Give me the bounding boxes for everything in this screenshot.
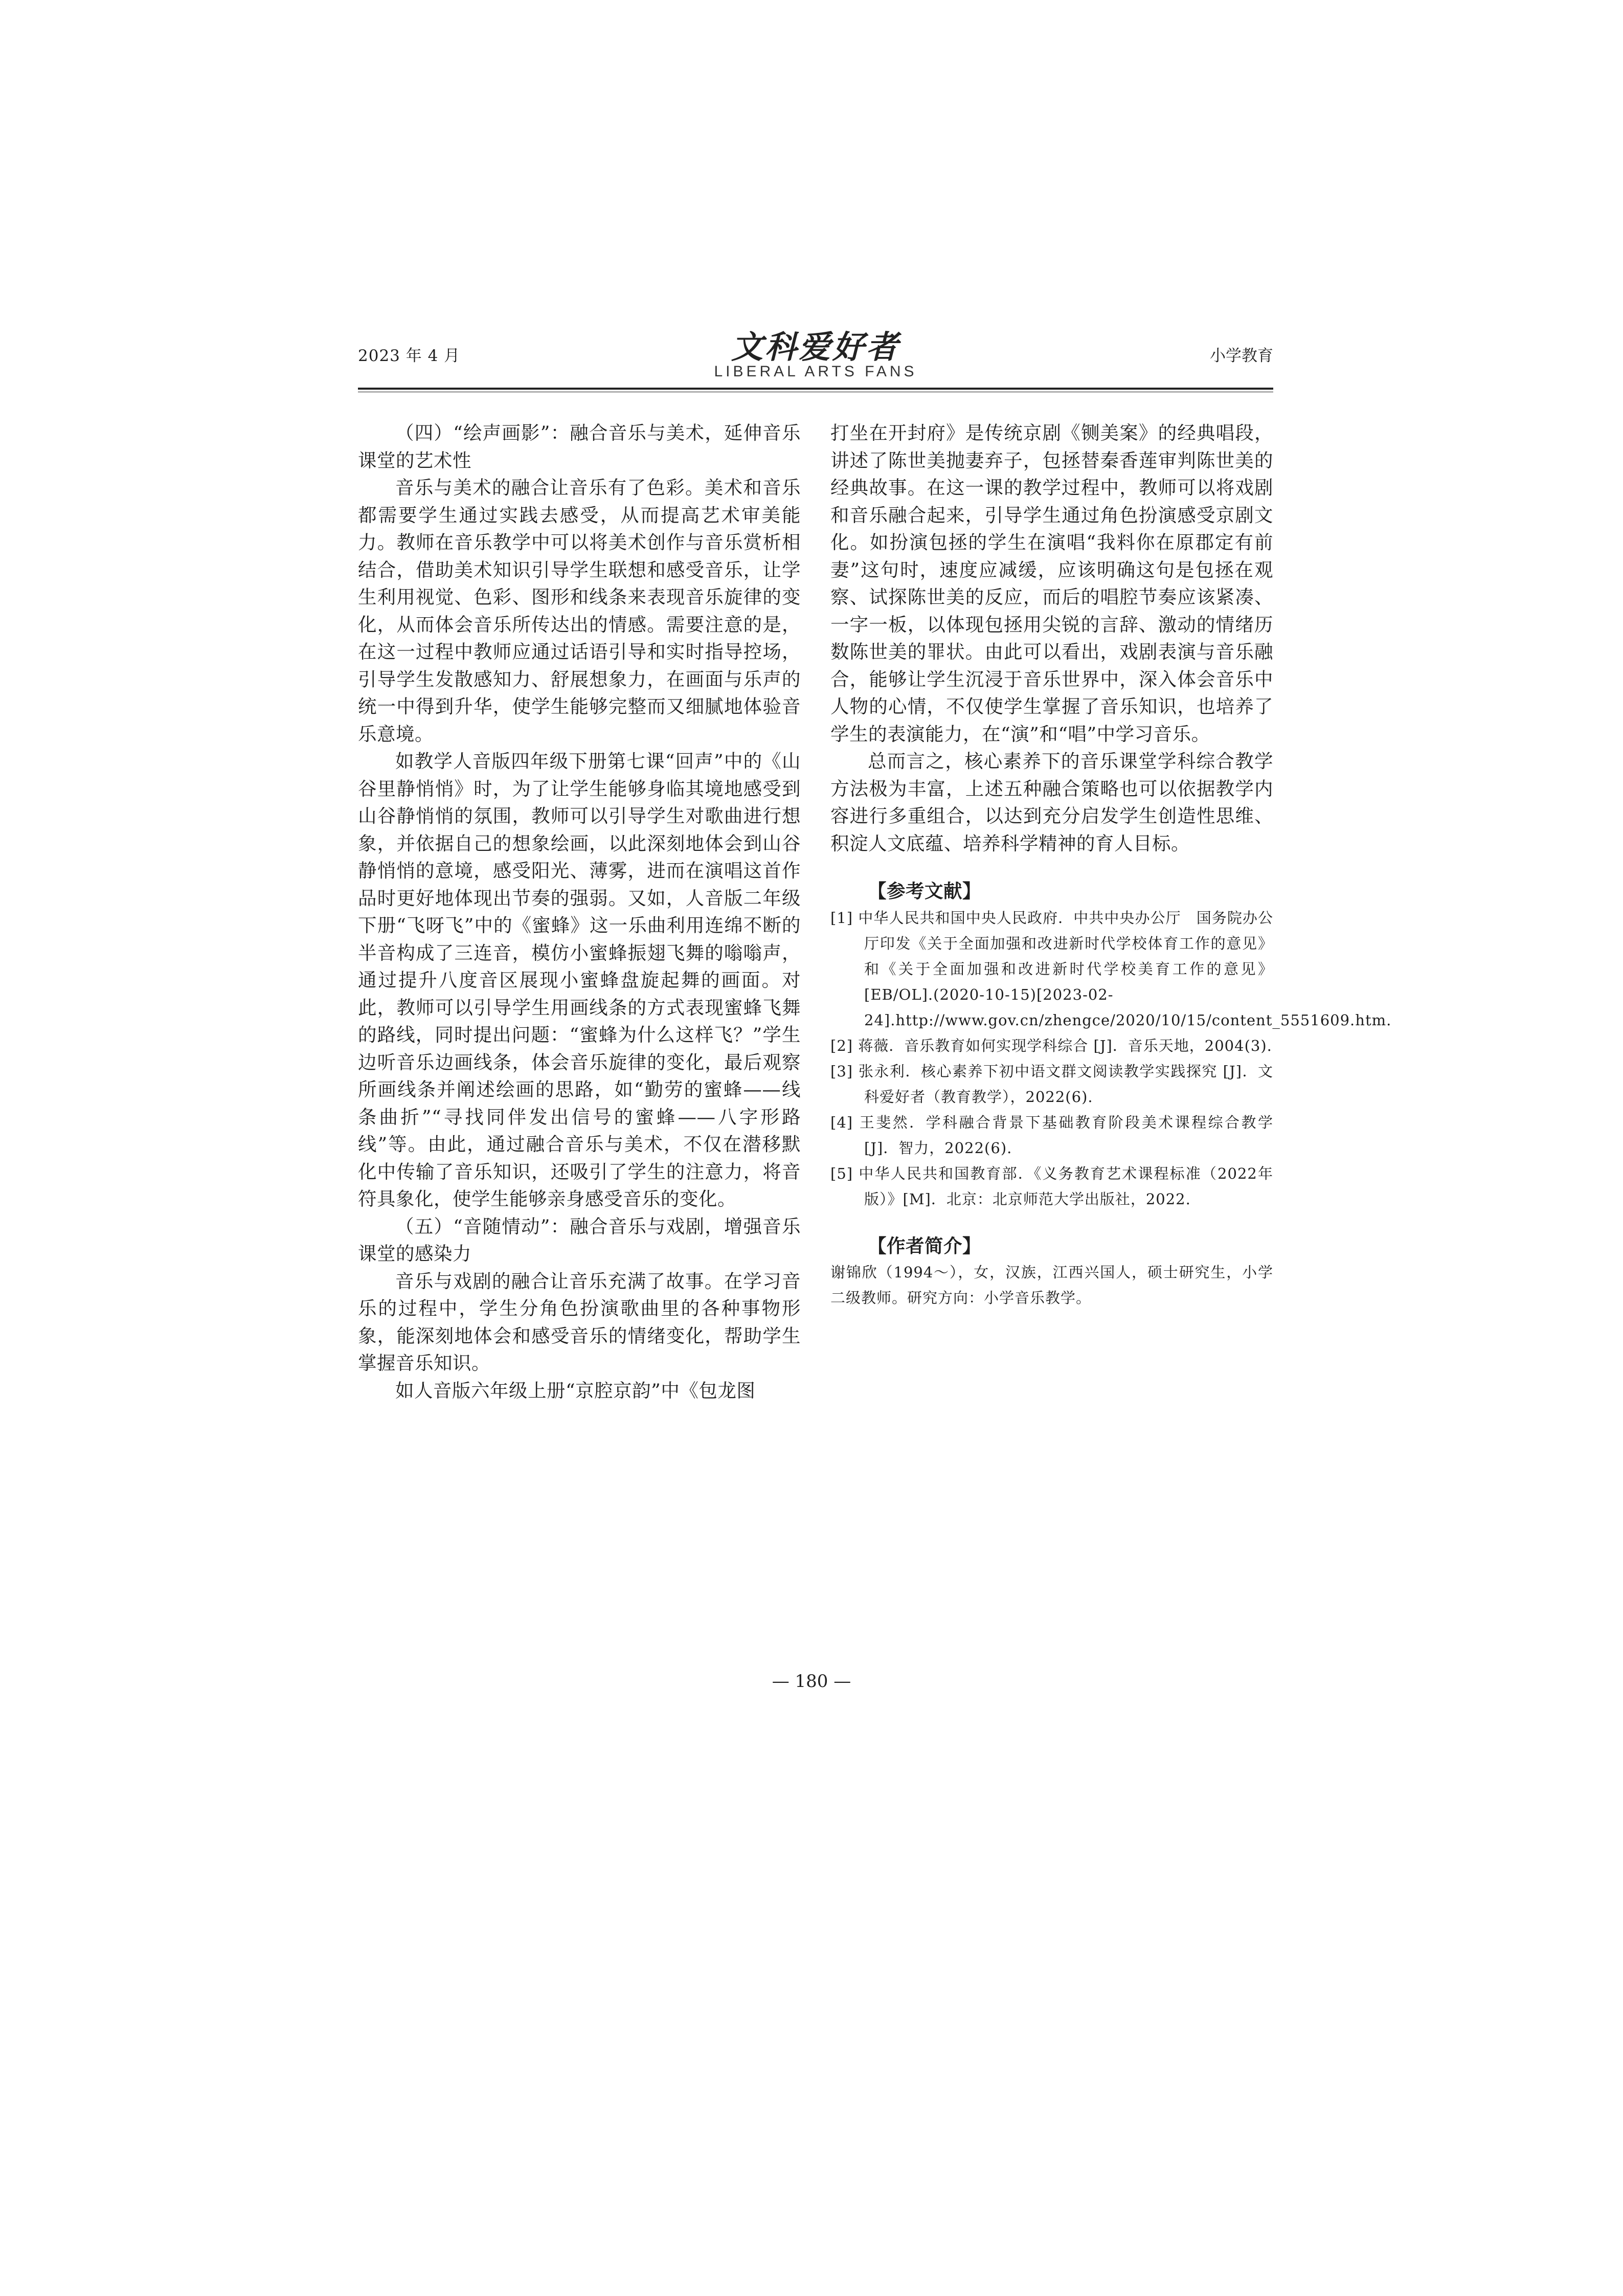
author-bio-text: 谢锦欣（1994～），女，汉族，江西兴国人，硕士研究生，小学二级教师。研究方向：小学音乐教学。 — [830, 1264, 1273, 1307]
body-paragraph: 如人音版六年级上册“京腔京韵”中《包龙图 — [395, 1379, 756, 1402]
references-title: 【参考文献】 — [868, 880, 981, 902]
section-name: 小学教育 — [1210, 347, 1273, 365]
subheading-four: （四）“绘声画影”：融合音乐与美术，延伸音乐课堂的艺术性 — [358, 422, 801, 471]
reference-list — [830, 905, 1392, 1212]
body-paragraph-continued: 打坐在开封府》是传统京剧《铡美案》的经典唱段，讲述了陈世美抛妻弃子，包拯替秦香莲审判陈世美的经典故事。在这一课的教学过程中，教师可以将戏剧和音乐融合起来，引导学生通过角色扮演感受京剧文化。如扮演包拯的学生在演唱“我料你在原郡定有前妻”这句时，速度应减缓，应该明确这句是包拯在观察、试探陈世美的反应，而后的唱腔节奏应该紧凑、一字一板，以体现包拯用尖锐的言辞、激动的情绪历数陈世美的罪状。由此可以看出，戏剧表演与音乐融合，能够让学生沉浸于音乐世界中，深入体会音乐中人物的心情，不仅使学生掌握了音乐知识，也培养了学生的表演能力，在“演”和“唱”中学习音乐。 — [830, 422, 1273, 745]
page-header — [358, 328, 1273, 391]
header-rule-thick — [358, 388, 1273, 390]
reference-item: [2] 蒋薇．音乐教育如何实现学科综合 [J]．音乐天地，2004(3). — [830, 1037, 1272, 1054]
conclusion-paragraph: 总而言之，核心素养下的音乐课堂学科综合教学方法极为丰富，上述五种融合策略也可以依据教学内容进行多重组合，以达到充分启发学生创造性思维、积淀人文底蕴、培养科学精神的育人目标。 — [830, 750, 1273, 854]
right-column — [830, 419, 1392, 1311]
body-paragraph: 音乐与美术的融合让音乐有了色彩。美术和音乐都需要学生通过实践去感受，从而提高艺术审美能力。教师在音乐教学中可以将美术创作与音乐赏析相结合，借助美术知识引导学生联想和感受音乐，让学生利用视觉、色彩、图形和线条来表现音乐旋律的变化，从而体会音乐所传达出的情感。需要注意的是，在这一过程中教师应通过话语引导和实时指导控场，引导学生发散感知力、舒展想象力，在画面与乐声的统一中得到升华，使学生能够完整而又细腻地体验音乐意境。 — [358, 477, 801, 745]
body-paragraph: 音乐与戏剧的融合让音乐充满了故事。在学习音乐的过程中，学生分角色扮演歌曲里的各种事物形象，能深刻地体会和感受音乐的情绪变化，帮助学生掌握音乐知识。 — [358, 1270, 801, 1374]
page-number: — 180 — — [772, 1671, 851, 1692]
reference-item: [3] 张永利．核心素养下初中语文群文阅读教学实践探究 [J]．文科爱好者（教育教学），2022(6). — [830, 1062, 1273, 1106]
author-bio-title: 【作者简介】 — [868, 1234, 981, 1257]
journal-masthead — [358, 330, 1273, 379]
issue-date: 2023 年 4 月 — [358, 347, 461, 365]
body-paragraph: 如教学人音版四年级下册第七课“回声”中的《山谷里静悄悄》时，为了让学生能够身临其境地感受到山谷静悄悄的氛围，教师可以引导学生对歌曲进行想象，并依据自己的想象绘画，以此深刻地体会到山谷静悄悄的意境，感受阳光、薄雾，进而在演唱这首作品时更好地体现出节奏的强弱。又如，人音版二年级下册“飞呀飞”中的《蜜蜂》这一乐曲利用连绵不断的半音构成了三连音，模仿小蜜蜂振翅飞舞的嗡嗡声，通过提升八度音区展现小蜜蜂盘旋起舞的画面。对此，教师可以引导学生用画线条的方式表现蜜蜂飞舞的路线，同时提出问题：“蜜蜂为什么这样飞？”学生边听音乐边画线条，体会音乐旋律的变化，最后观察所画线条并阐述绘画的思路，如“勤劳的蜜蜂——线条曲折”“寻找同伴发出信号的蜜蜂——八字形路线”等。由此，通过融合音乐与美术，不仅在潜移默化中传输了音乐知识，还吸引了学生的注意力，将音符具象化，使学生能够亲身感受音乐的变化。 — [358, 750, 801, 1210]
reference-item: [5] 中华人民共和国教育部．《义务教育艺术课程标准（2022年版）》[M]．北京：北京师范大学出版社，2022. — [830, 1164, 1273, 1208]
reference-item: [1] 中华人民共和国中央人民政府．中共中央办公厅 国务院办公厅印发《关于全面加强和改进新时代学校体育工作的意见》和《关于全面加强和改进新时代学校美育工作的意见》[EB/OL].(2020-10-15)[2023-02-24].http://www.gov.cn/zhengce/2020/10/15/content_5551609.htm. — [830, 909, 1392, 1029]
left-column — [358, 419, 801, 1404]
journal-title-en: LIBERAL ARTS FANS — [714, 363, 917, 380]
journal-title-cn: 文科爱好者 — [731, 328, 900, 366]
reference-item: [4] 王斐然．学科融合背景下基础教育阶段美术课程综合教学 [J]．智力，2022(6). — [830, 1113, 1273, 1157]
subheading-five: （五）“音随情动”：融合音乐与戏剧，增强音乐课堂的感染力 — [358, 1215, 801, 1265]
